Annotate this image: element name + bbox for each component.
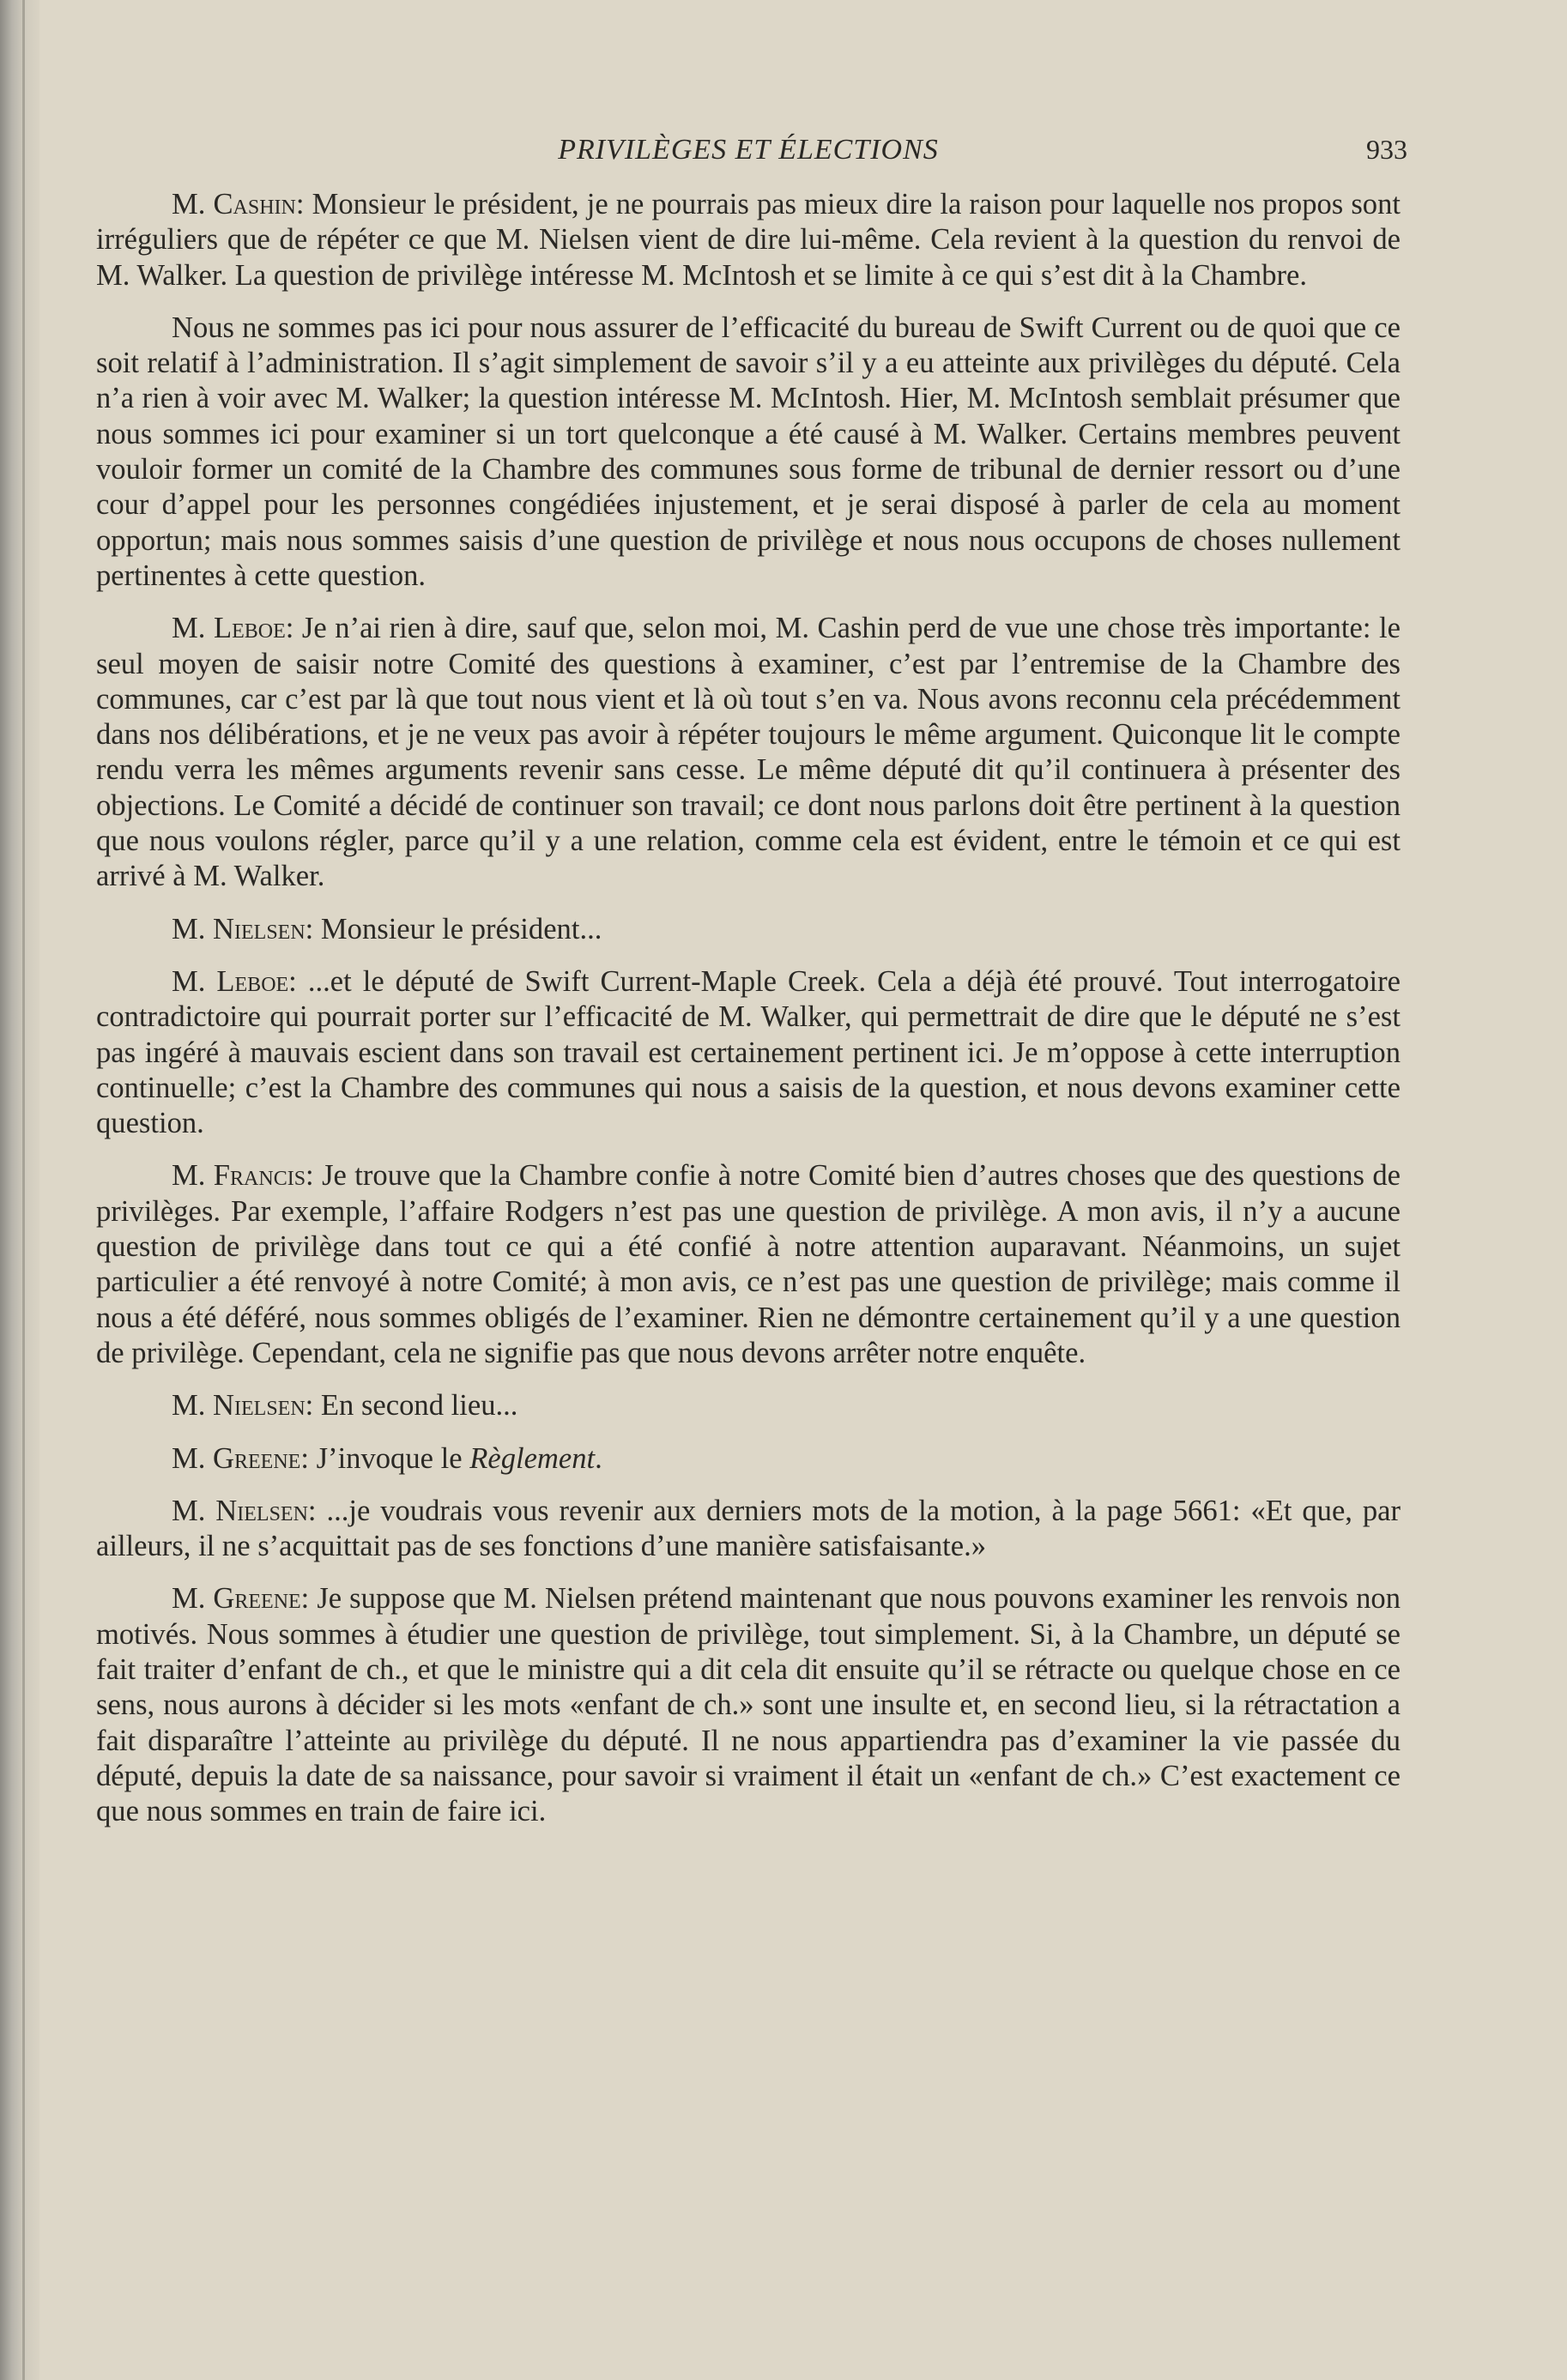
paragraph-text: Je trouve que la Chambre confie à notre Comité bien d’autres choses que des questions de privilèges. Par exemple, l’affaire Rodgers n’est pas une question de privilège. A mon avis, il n’y a aucune question de privilège dans tout ce qui a été confié à notre attention auparavant. Néanmoins, un sujet particulier a été renvoyé à notre Comité; à mon avis, ce n’est pas une question de privilège; mais comme il nous a été déféré, nous sommes obligés de l’examiner. Rien ne démontre certainement qu’il y a une question de privilège. Cependant, cela ne signifie pas que nous devons arrêter notre enquête. bbox=[96, 1159, 1401, 1369]
paragraph-leboe bbox=[96, 964, 1401, 1141]
paragraph-text: J’invoque le bbox=[316, 1441, 470, 1475]
speaker-name: M. Nielsen: bbox=[172, 1389, 314, 1423]
book-gutter bbox=[0, 0, 39, 2380]
paragraph-text: Monsieur le président, je ne pourrais pas mieux dire la raison pour laquelle nos propos sont irréguliers que de répéter ce que M. Nielsen vient de dire lui-même. Cela revient à la question du renvoi de M. Walker. La question de privilège intéresse M. McIntosh et se limite à ce qui s’est dit à la Chambre. bbox=[96, 188, 1401, 292]
paragraph-continuation bbox=[96, 311, 1401, 594]
paragraph-text: Je suppose que M. Nielsen prétend maintenant que nous pouvons examiner les renvois non motivés. Nous sommes à étudier une question de privilège, tout simplement. Si, à la Chambre, un député se fait traiter d’enfant de ch., et que le ministre qui a dit cela dit ensuite qu’il se rétracte ou quelque chose en ce sens, nous aurons à décider si les mots «enfant de ch.» sont une insulte et, en second lieu, si la rétractation a fait disparaître l’atteinte au privilège du député. Il ne nous appartiendra pas d’examiner la vie passée du député, depuis la date de sa naissance, pour savoir si vraiment il était un «enfant de ch.» C’est exactement ce que nous sommes en train de faire ici. bbox=[96, 1582, 1401, 1828]
paragraph-leboe bbox=[96, 611, 1401, 894]
paragraph-text-end: . bbox=[595, 1441, 602, 1475]
speaker-name: M. Nielsen: bbox=[172, 912, 314, 945]
paragraph-text: ...je voudrais vous revenir aux derniers mots de la motion, à la page 5661: «Et que, par ailleurs, il ne s’acquittait pas de ses fonctions d’une manière satisfaisante.» bbox=[96, 1494, 1401, 1563]
paragraph-nielsen bbox=[96, 912, 1401, 947]
speaker-name: M. Nielsen: bbox=[172, 1494, 317, 1527]
paragraph-text: Monsieur le président... bbox=[320, 912, 602, 945]
paragraph-francis bbox=[96, 1158, 1401, 1371]
speaker-name: M. Leboe: bbox=[172, 964, 297, 998]
speaker-name: M. Leboe: bbox=[172, 612, 294, 645]
paragraph-text: En second lieu... bbox=[320, 1389, 518, 1423]
gutter-line bbox=[22, 0, 25, 2380]
speaker-name: M. Cashin: bbox=[172, 188, 305, 220]
paragraph-text: ...et le député de Swift Current-Maple Creek. Cela a déjà été prouvé. Tout interrogatoire contradictoire qui pourrait porter sur l’efficacité de M. Walker, qui permettrait de dire que le député ne s’est pas ingéré à mauvais escient dans son travail est certainement pertinent ici. Je m’oppose à cette interruption continuelle; c’est la Chambre des communes qui nous a saisis de la question, et nous devons examiner cette question. bbox=[96, 964, 1401, 1140]
speaker-name: M. Greene: bbox=[172, 1582, 310, 1616]
paragraph-greene bbox=[96, 1581, 1401, 1829]
paragraph-nielsen bbox=[96, 1388, 1401, 1423]
paragraph-greene bbox=[96, 1441, 1401, 1477]
paragraph-cashin bbox=[96, 187, 1401, 293]
page-number: 933 bbox=[1366, 134, 1407, 165]
running-header bbox=[96, 120, 1407, 172]
page-body bbox=[96, 187, 1401, 1829]
speaker-name: M. Francis: bbox=[172, 1159, 314, 1193]
emphasis-text: Règlement bbox=[469, 1441, 596, 1475]
paragraph-text: Nous ne sommes pas ici pour nous assurer de l’efficacité du bureau de Swift Current ou de quoi que ce soit relatif à l’administration. Il s’agit simplement de savoir s’il y a eu atteinte aux privilèges du député. Cela n’a rien à voir avec M. Walker; la question intéresse M. McIntosh. Hier, M. McIntosh semblait présumer que nous sommes ici pour examiner si un tort quelconque a été causé à M. Walker. Certains membres peuvent vouloir former un comité de la Chambre des communes sous forme de tribunal de dernier ressort ou d’une cour d’appel pour les personnes congédiées injustement, et je serai disposé à parler de cela au moment opportun; mais nous sommes saisis d’une question de privilège et nous nous occupons de choses nullement pertinentes à cette question. bbox=[96, 311, 1401, 592]
book-page bbox=[96, 120, 1407, 1846]
paragraph-nielsen bbox=[96, 1494, 1401, 1565]
speaker-name: M. Greene: bbox=[172, 1441, 309, 1475]
running-title: PRIVILÈGES ET ÉLECTIONS bbox=[558, 134, 939, 166]
paragraph-text: Je n’ai rien à dire, sauf que, selon moi, M. Cashin perd de vue une chose très importante: le seul moyen de saisir notre Comité des questions à examiner, c’est par l’entremise de la Chambre des communes, car c’est par là que tout nous vient et là où tout s’en va. Nous avons reconnu cela précédemment dans nos délibérations, et je ne veux pas avoir à répéter toujours le même argument. Quiconque lit le compte rendu verra les mêmes arguments revenir sans cesse. Le même député dit qu’il continuera à présenter des objections. Le Comité a décidé de continuer son travail; ce dont nous parlons doit être pertinent à la question que nous voulons régler, parce qu’il y a une relation, comme cela est évident, entre le témoin et ce qui est arrivé à M. Walker. bbox=[96, 612, 1401, 893]
